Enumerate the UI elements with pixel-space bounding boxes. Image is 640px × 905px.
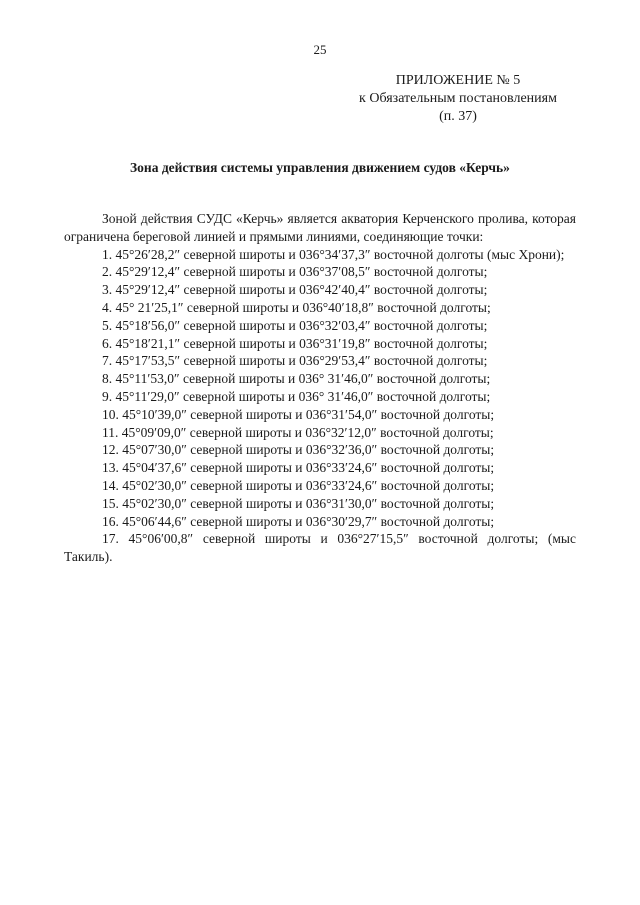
- intro-paragraph: Зоной действия СУДС «Керчь» является акватория Керченского пролива, которая ограничена береговой линией и прямыми линиями, соединяющие точки:: [64, 211, 576, 244]
- point-item: 5. 45°18′56,0″ северной широты и 036°32′03,4″ восточной долготы;: [102, 317, 488, 333]
- appendix-subtitle: к Обязательным постановлениям: [359, 91, 557, 106]
- appendix-title: ПРИЛОЖЕНИЕ № 5: [395, 73, 521, 88]
- appendix-header: [338, 72, 578, 126]
- point-item: 15. 45°02′30,0″ северной широты и 036°31′30,0″ восточной долготы;: [102, 495, 495, 511]
- page-number: 25: [313, 42, 327, 57]
- point-item: 16. 45°06′44,6″ северной широты и 036°30′29,7″ восточной долготы;: [102, 513, 495, 529]
- document-title: Зона действия системы управления движением судов «Керчь»: [130, 160, 510, 175]
- point-item: 2. 45°29′12,4″ северной широты и 036°37′08,5″ восточной долготы;: [102, 264, 488, 280]
- point-item: 3. 45°29′12,4″ северной широты и 036°42′40,4″ восточной долготы;: [102, 282, 488, 298]
- point-item: 11. 45°09′09,0″ северной широты и 036°32′12,0″ восточной долготы;: [102, 424, 494, 440]
- document-body: [64, 210, 576, 566]
- point-item: 6. 45°18′21,1″ северной широты и 036°31′19,8″ восточной долготы;: [102, 335, 488, 351]
- point-item: 9. 45°11′29,0″ северной широты и 036° 31′46,0″ восточной долготы;: [102, 388, 491, 404]
- point-item: 1. 45°26′28,2″ северной широты и 036°34′37,3″ восточной долготы (мыс Хрони);: [102, 246, 565, 262]
- point-item: 12. 45°07′30,0″ северной широты и 036°32′36,0″ восточной долготы;: [102, 442, 495, 458]
- point-item: 8. 45°11′53,0″ северной широты и 036° 31′46,0″ восточной долготы;: [102, 371, 491, 387]
- point-item: 14. 45°02′30,0″ северной широты и 036°33′24,6″ восточной долготы;: [102, 477, 495, 493]
- point-item: 13. 45°04′37,6″ северной широты и 036°33′24,6″ восточной долготы;: [102, 460, 495, 476]
- point-item: 10. 45°10′39,0″ северной широты и 036°31′54,0″ восточной долготы;: [102, 406, 495, 422]
- appendix-reference: (п. 37): [439, 109, 477, 124]
- point-item: 4. 45° 21′25,1″ северной широты и 036°40′18,8″ восточной долготы;: [102, 299, 491, 315]
- point-item: 17. 45°06′00,8″ северной широты и 036°27′15,5″ восточной долготы; (мыс Такиль).: [64, 531, 576, 565]
- point-item: 7. 45°17′53,5″ северной широты и 036°29′53,4″ восточной долготы;: [102, 353, 488, 369]
